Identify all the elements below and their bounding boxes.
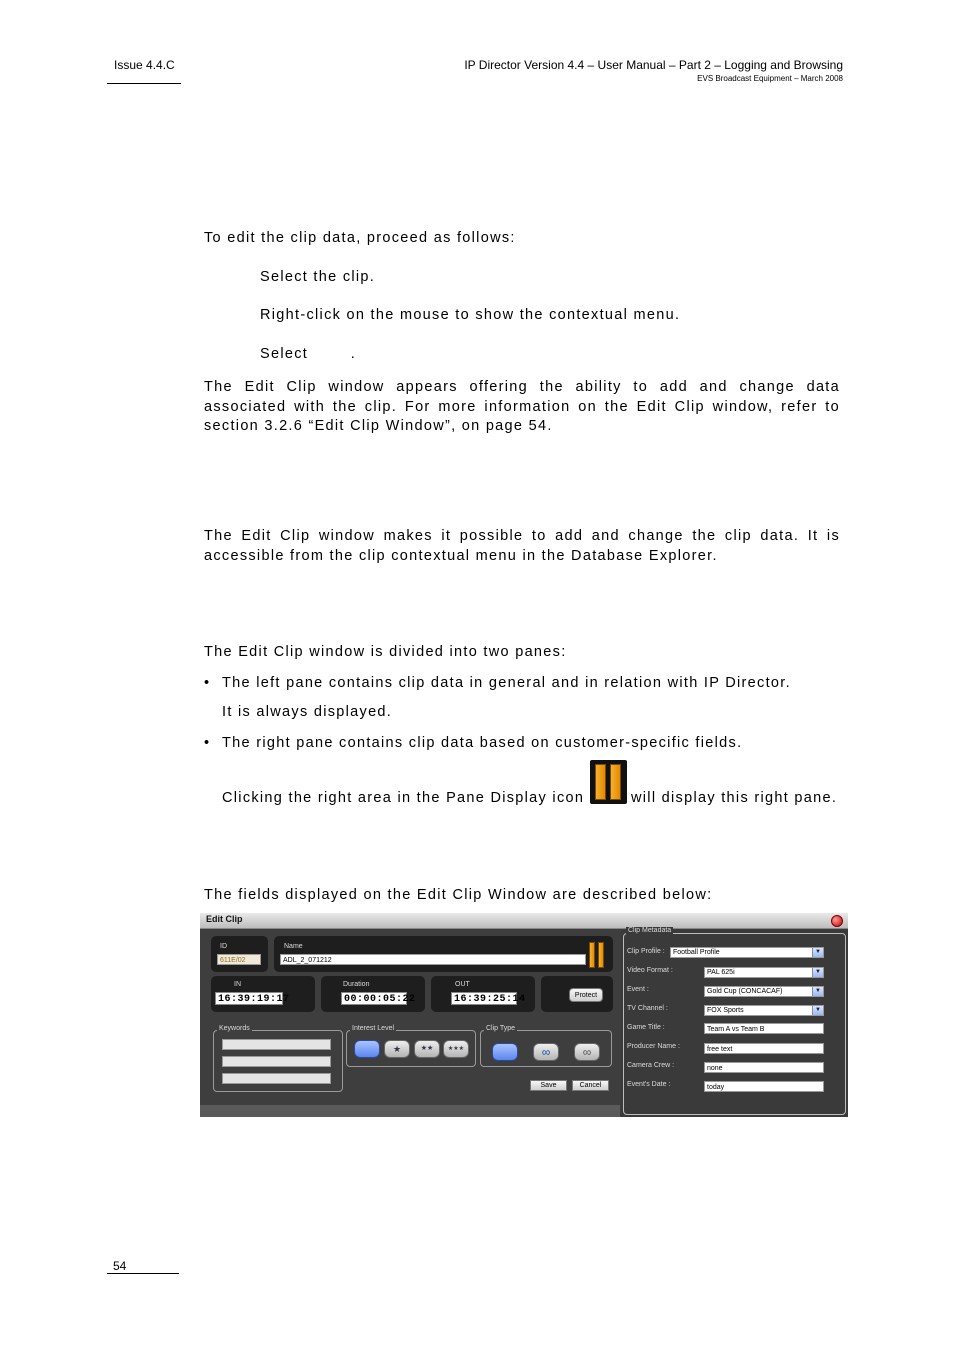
bullet-marker-1: • xyxy=(204,675,211,691)
meta-label-video-format: Video Format : xyxy=(627,967,673,974)
bullet-left-pane: The left pane contains clip data in general and in relation with IP Director. xyxy=(222,675,791,691)
chevron-down-icon: ▼ xyxy=(812,948,823,957)
edit-clip-window xyxy=(200,913,848,1117)
chevron-down-icon: ▼ xyxy=(812,987,823,996)
video-format-select[interactable] xyxy=(704,967,824,978)
page-number: 54 xyxy=(113,1259,127,1273)
clip-metadata-label: Clip Metadata xyxy=(628,927,672,934)
chevron-down-icon: ▼ xyxy=(812,1006,823,1015)
name-label: Name xyxy=(284,943,303,950)
description-line-2: accessible from the clip contextual menu in the Database Explorer. xyxy=(204,547,718,564)
meta-label-event: Event : xyxy=(627,986,649,993)
interest-level-2-star-button[interactable]: ★★ xyxy=(414,1040,440,1058)
company-line: EVS Broadcast Equipment – March 2008 xyxy=(697,74,843,83)
duration-label: Duration xyxy=(343,981,370,988)
in-timecode[interactable]: 16:39:19:17 xyxy=(215,992,283,1005)
window-title: Edit Clip xyxy=(206,914,243,924)
meta-label-producer-name: Producer Name : xyxy=(627,1043,680,1050)
events-date-input[interactable]: today xyxy=(704,1081,824,1092)
out-label: OUT xyxy=(455,981,470,988)
camera-crew-input[interactable]: none xyxy=(704,1062,824,1073)
meta-label-clip-profile: Clip Profile : xyxy=(627,948,665,955)
issue-label: Issue 4.4.C xyxy=(114,58,175,72)
cancel-button[interactable]: Cancel xyxy=(572,1080,609,1091)
name-input[interactable]: ADL_2_071212 xyxy=(280,954,586,965)
interest-level-3-star-button[interactable]: ★★★ xyxy=(443,1040,469,1058)
status-strip xyxy=(200,1105,620,1117)
panes-intro: The Edit Clip window is divided into two panes: xyxy=(204,644,567,660)
clip-profile-value: Football Profile xyxy=(673,949,720,956)
id-panel xyxy=(211,936,268,972)
keyword-field-2[interactable] xyxy=(222,1056,331,1067)
interest-level-none-button[interactable] xyxy=(354,1040,380,1058)
pane-toggle-right[interactable] xyxy=(598,942,604,968)
bullet-marker-2: • xyxy=(204,735,211,751)
in-panel xyxy=(211,976,315,1012)
bullet-right-pane: The right pane contains clip data based on customer-specific fields. xyxy=(222,735,743,751)
chevron-down-icon: ▼ xyxy=(812,968,823,977)
meta-label-tv-channel: TV Channel : xyxy=(627,1005,668,1012)
intro-text: To edit the clip data, proceed as follows: xyxy=(204,230,516,246)
duration-timecode[interactable]: 00:00:05:22 xyxy=(341,992,407,1005)
pane-icon-text-after: will display this right pane. xyxy=(631,790,838,806)
keyword-field-3[interactable] xyxy=(222,1073,331,1084)
pane-display-icon xyxy=(590,760,627,804)
event-value: Gold Cup (CONCACAF) xyxy=(707,988,783,995)
description-paragraph xyxy=(204,527,840,566)
duration-panel xyxy=(321,976,425,1012)
video-format-value: PAL 625i xyxy=(707,969,735,976)
clip-type-link-icon[interactable]: ∞ xyxy=(533,1043,559,1061)
in-label: IN xyxy=(234,981,241,988)
protect-button[interactable]: Protect xyxy=(569,988,603,1002)
pane-icon-text-before: Clicking the right area in the Pane Display icon xyxy=(222,790,585,806)
result-line-2: associated with the clip. For more information on the Edit Clip window, refer to xyxy=(204,398,840,415)
meta-label-game-title: Game Title : xyxy=(627,1024,665,1031)
tv-channel-value: FOX Sports xyxy=(707,1007,744,1014)
bullet-left-note: It is always displayed. xyxy=(222,704,393,720)
interest-level-label: Interest Level xyxy=(352,1025,395,1032)
fields-intro: The fields displayed on the Edit Clip Window are described below: xyxy=(204,887,713,903)
protect-panel xyxy=(541,976,613,1012)
pane-toggle-left[interactable] xyxy=(589,942,595,968)
id-value: 611E/02 xyxy=(217,954,261,965)
out-panel xyxy=(431,976,535,1012)
meta-label-events-date: Event's Date : xyxy=(627,1081,671,1088)
event-select[interactable] xyxy=(704,986,824,997)
result-line-1: The Edit Clip window appears offering the ability to add and change data xyxy=(204,379,840,395)
step-1: Select the clip. xyxy=(260,269,376,285)
clip-type-link-alt-icon[interactable]: ∞ xyxy=(574,1043,600,1061)
window-title-bar xyxy=(200,913,848,929)
footer-rule xyxy=(107,1273,179,1274)
step-3: Select . xyxy=(260,346,357,362)
keyword-field-1[interactable] xyxy=(222,1039,331,1050)
keywords-label: Keywords xyxy=(219,1025,250,1032)
result-line-3: section 3.2.6 “Edit Clip Window”, on page 54. xyxy=(204,418,553,434)
producer-name-input[interactable]: free text xyxy=(704,1043,824,1054)
description-line-1: The Edit Clip window makes it possible to add and change the clip data. It is xyxy=(204,528,840,544)
clip-profile-select[interactable] xyxy=(670,947,824,958)
close-icon[interactable] xyxy=(831,915,843,927)
tv-channel-select[interactable] xyxy=(704,1005,824,1016)
clip-type-none-button[interactable] xyxy=(492,1043,518,1061)
id-label: ID xyxy=(220,943,227,950)
game-title-input[interactable]: Team A vs Team B xyxy=(704,1023,824,1034)
clip-type-label: Clip Type xyxy=(486,1025,516,1032)
interest-level-1-star-button[interactable]: ★ xyxy=(384,1040,410,1058)
step-2: Right-click on the mouse to show the contextual menu. xyxy=(260,307,681,323)
header-rule xyxy=(107,83,181,84)
result-paragraph xyxy=(204,378,840,437)
manual-title: IP Director Version 4.4 – User Manual – Part 2 – Logging and Browsing xyxy=(464,58,843,72)
name-panel xyxy=(274,936,613,972)
meta-label-camera-crew: Camera Crew : xyxy=(627,1062,675,1069)
save-button[interactable]: Save xyxy=(530,1080,567,1091)
out-timecode[interactable]: 16:39:25:14 xyxy=(451,992,517,1005)
